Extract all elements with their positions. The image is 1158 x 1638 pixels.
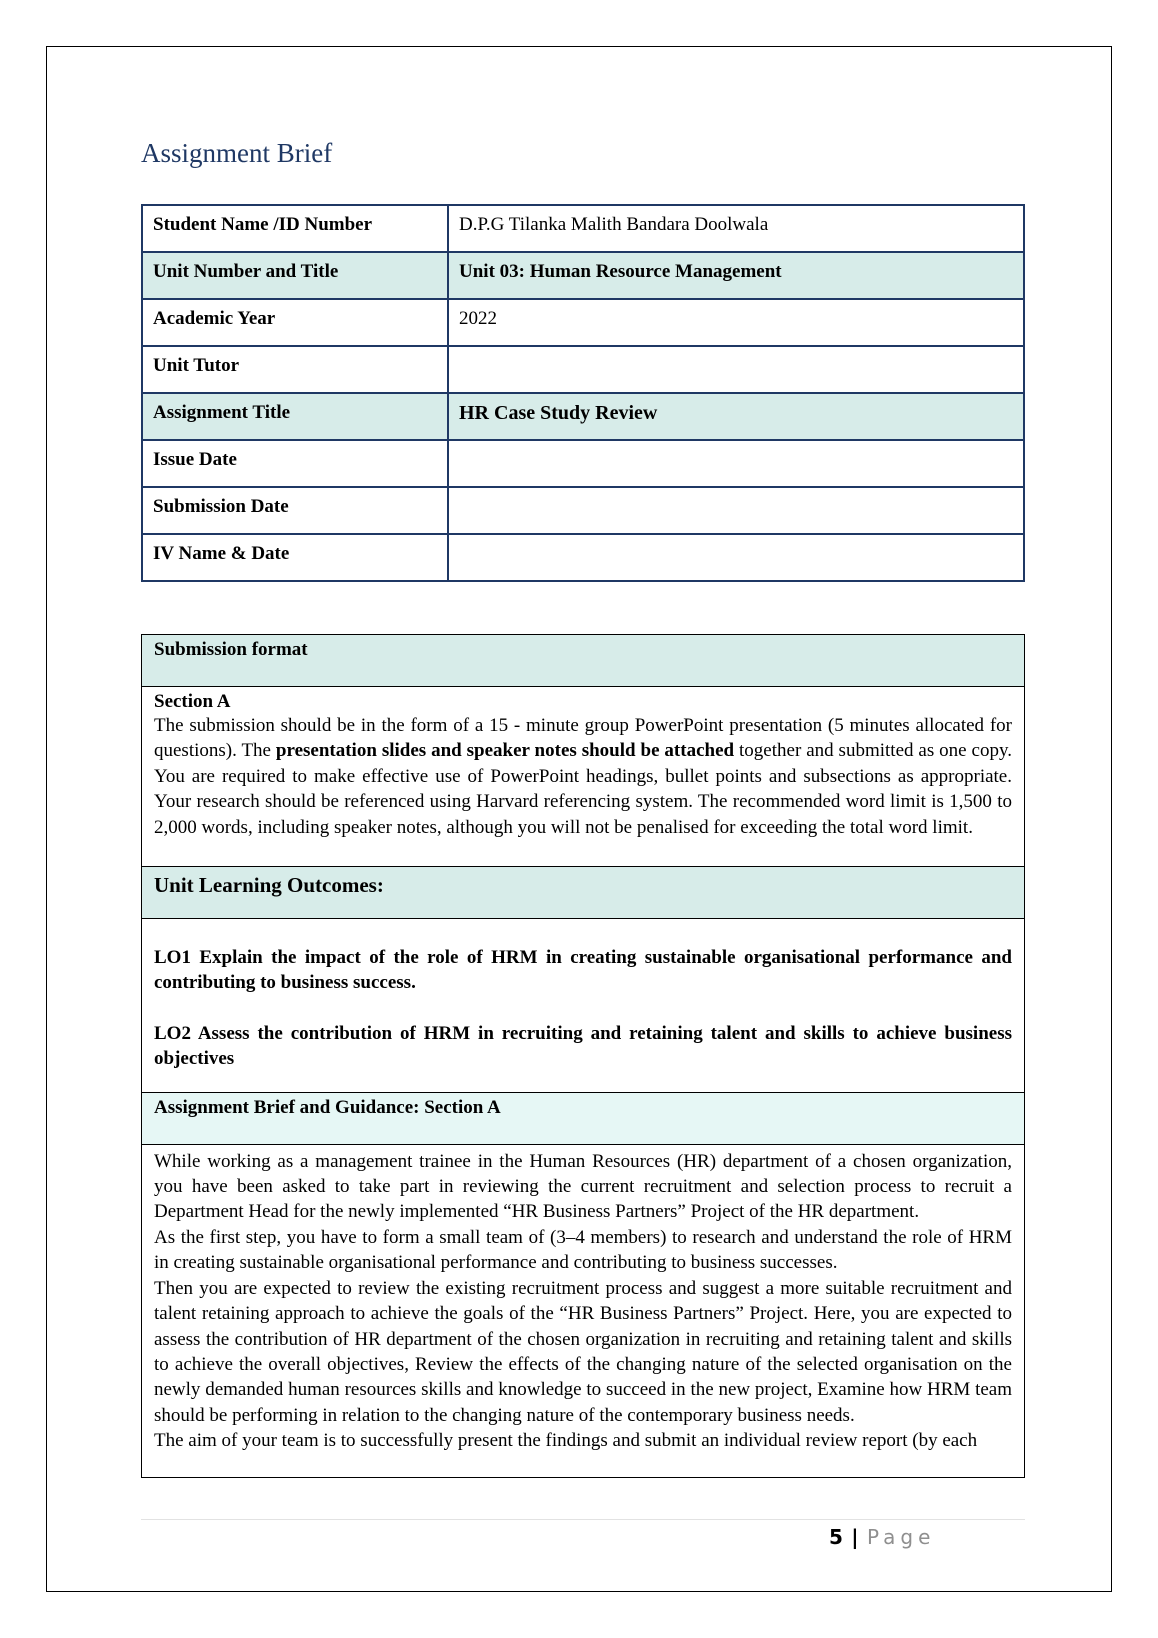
document-title: Assignment Brief bbox=[141, 138, 333, 168]
submission-format-heading: Submission format bbox=[142, 635, 1024, 687]
info-row-assignment-title bbox=[142, 393, 1024, 440]
section-a-title: Section A bbox=[154, 691, 231, 712]
guidance-paragraph-1: While working as a management trainee in the Human Resources (HR) department of a chosen organization, you have been asked to take part in reviewing the current recruitment and selection process to recruit a Department Head for the newly implemented “HR Business Partners” Project of the HR department. bbox=[154, 1150, 1012, 1223]
info-value: Unit 03: Human Resource Management bbox=[448, 252, 1024, 299]
assignment-brief-box bbox=[141, 634, 1025, 1478]
guidance-paragraph-4: The aim of your team is to successfully present the findings and submit an individual review report (by each bbox=[154, 1430, 978, 1452]
learning-outcomes-heading: Unit Learning Outcomes: bbox=[142, 867, 1024, 919]
submission-text-emphasis: presentation slides and speaker notes should be attached bbox=[275, 740, 735, 762]
info-value: 2022 bbox=[448, 299, 1024, 346]
info-row-academic-year bbox=[142, 299, 1024, 346]
info-row-unit-tutor bbox=[142, 346, 1024, 393]
footer-divider bbox=[141, 1519, 1025, 1520]
page-number-label: Page bbox=[866, 1525, 936, 1549]
info-value bbox=[448, 487, 1024, 534]
submission-text-start: The submission should be in the form of a 15 - minute group PowerPoint presentation (5 minutes allocated for questions). The bbox=[154, 715, 1012, 762]
info-value: HR Case Study Review bbox=[448, 393, 1024, 440]
learning-outcome-1: LO1 Explain the impact of the role of HRM in creating sustainable organisational performance and contributing to business success. bbox=[154, 947, 1012, 994]
info-row-submission-date bbox=[142, 487, 1024, 534]
info-label: Unit Tutor bbox=[142, 346, 448, 393]
info-value bbox=[448, 534, 1024, 581]
info-value bbox=[448, 346, 1024, 393]
info-value bbox=[448, 440, 1024, 487]
info-value: D.P.G Tilanka Malith Bandara Doolwala bbox=[448, 205, 1024, 252]
info-label: Assignment Title bbox=[142, 393, 448, 440]
info-row-iv-name bbox=[142, 534, 1024, 581]
submission-section-a bbox=[142, 687, 1024, 867]
info-label: Submission Date bbox=[142, 487, 448, 534]
page-number-value: 5 bbox=[829, 1525, 844, 1549]
guidance-heading: Assignment Brief and Guidance: Section A bbox=[142, 1093, 1024, 1145]
info-label: Student Name /ID Number bbox=[142, 205, 448, 252]
page-number bbox=[829, 1525, 935, 1549]
info-row-student bbox=[142, 205, 1024, 252]
guidance-paragraph-3: Then you are expected to review the existing recruitment process and suggest a more suitable recruitment and talent retaining approach to achieve the goals of the “HR Business Partners” Project. Here, you are expected to assess the contribution of HR department of the chosen organization in recruiting and retaining talent and skills to achieve the overall objectives, Review the effects of the changing nature of the selected organisation on the newly demanded human resources skills and knowledge to succeed in the new project, Examine how HRM team should be performing in relation to the changing nature of the contemporary business needs. bbox=[154, 1277, 1012, 1426]
info-row-issue-date bbox=[142, 440, 1024, 487]
info-label: IV Name & Date bbox=[142, 534, 448, 581]
info-label: Unit Number and Title bbox=[142, 252, 448, 299]
page-number-separator: | bbox=[851, 1525, 860, 1549]
learning-outcomes-list bbox=[142, 919, 1024, 1093]
learning-outcome-2: LO2 Assess the contribution of HRM in recruiting and retaining talent and skills to achieve business objectives bbox=[154, 1022, 1012, 1070]
guidance-body bbox=[142, 1145, 1024, 1454]
info-row-unit bbox=[142, 252, 1024, 299]
submission-text-end: together and submitted as one copy. You are required to make effective use of PowerPoint headings, bullet points and subsections as appropriate. Your research should be referenced using Harvard referencing system. The recommended word limit is 1,500 to 2,000 words, including speaker notes, although you will not be penalised for exceeding the total word limit. bbox=[154, 740, 1012, 838]
guidance-paragraph-2: As the first step, you have to form a small team of (3–4 members) to research and understand the role of HRM in creating sustainable organisational performance and contributing to business successes. bbox=[154, 1226, 1012, 1274]
info-label: Academic Year bbox=[142, 299, 448, 346]
info-label: Issue Date bbox=[142, 440, 448, 487]
submission-paragraph bbox=[154, 713, 1012, 840]
assignment-info-table bbox=[141, 204, 1025, 582]
